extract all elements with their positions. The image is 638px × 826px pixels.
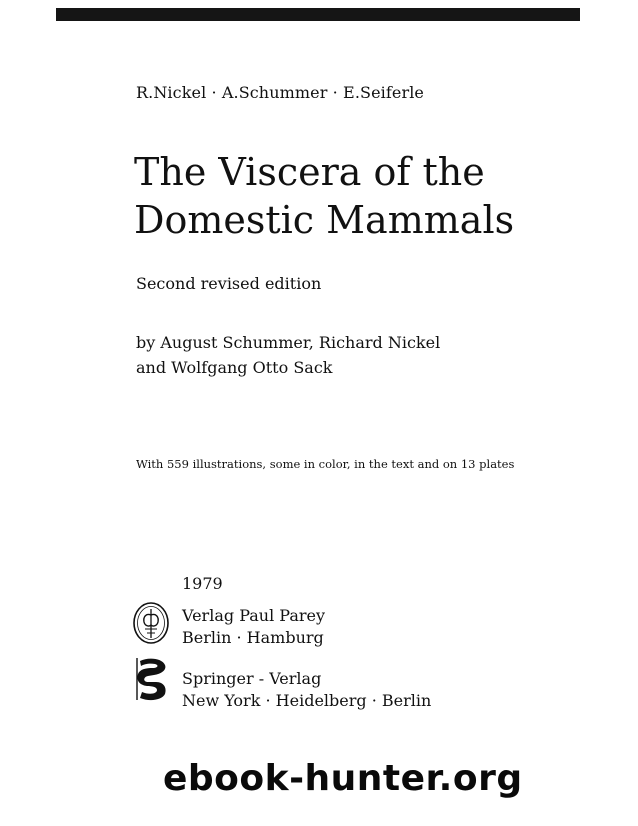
watermark-text: ebook-hunter.org [163,758,523,799]
publisher-cities: Berlin · Hamburg [182,628,324,647]
contributors [136,330,440,380]
publication-year: 1979 [182,574,223,593]
publisher-name: Springer - Verlag [182,669,322,688]
edition-text: Second revised edition [136,274,322,293]
springer-knight-logo-icon [134,655,170,703]
illustrations-note: With 559 illustrations, some in color, in the text and on 13 plates [136,457,515,471]
top-border-rule [56,8,580,21]
publisher-paul-parey [182,605,325,649]
title-line-1: The Viscera of the [134,150,485,194]
publisher-cities: New York · Heidelberg · Berlin [182,691,432,710]
paul-parey-logo-icon [132,601,170,645]
title-line-2: Domestic Mammals [134,198,515,242]
contributors-line-1: by August Schummer, Richard Nickel [136,333,441,352]
publisher-springer [182,668,431,712]
contributors-line-2: and Wolfgang Otto Sack [136,358,333,377]
authors-line: R.Nickel · A.Schummer · E.Seiferle [136,83,424,102]
book-title [134,148,514,244]
publisher-name: Verlag Paul Parey [182,606,326,625]
